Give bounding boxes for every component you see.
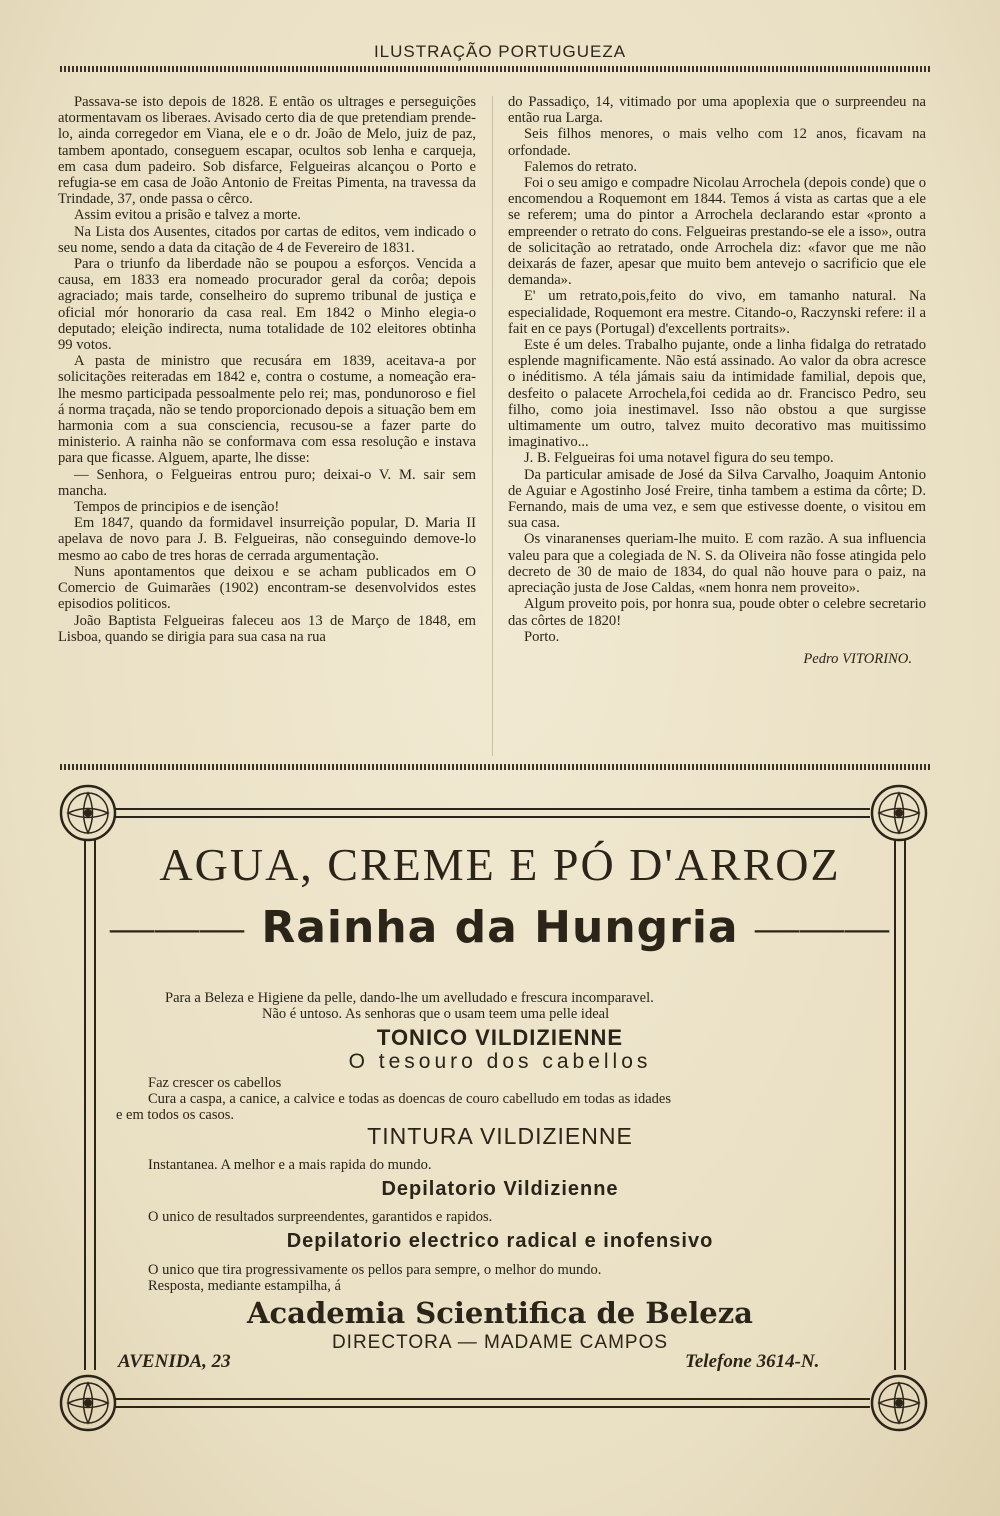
paragraph: Algum proveito pois, por honra sua, poude obter o celebre secretario das côrtes de 1820! — [508, 596, 926, 629]
paragraph: Em 1847, quando da formidavel insurreição popular, D. Maria II apelava de novo para J. B. Felgueiras, não conseguindo demove-lo mesmo ao cabo de tres horas de cerrada argumentação. — [58, 515, 476, 564]
article-column-left — [58, 94, 476, 645]
paragraph: A pasta de ministro que recusára em 1839, aceitava-a por solicitações reiteradas em 1842 e, contra o costume, a nomeação era-lhe mesmo participada pessoalmente pelo rei; mas, pondunoroso e fiel á norma traçada, não se tendo proporcionado depois a situação bem em harmonia com a sua consciencia, recusou-se a fazer parte do ministerio. A rainha não se conformava com essa resolução e instava para que ficasse. Alguem, aparte, lhe disse: — [58, 353, 476, 467]
header-rule — [60, 66, 930, 72]
ad-frame-top-border — [115, 808, 870, 818]
paragraph: Foi o seu amigo e compadre Nicolau Arrochela (depois conde) que o encomendou a Roquemont em 1844. Temos á vista as cartas que a ele se referem; uma do pintor a Arrochela declarando estar «pronto a empreender o retrato do cons. Felgueiras prestando-se ele a isso», outra de solicitação ao retratado, onde Arrochela diz: «favor que me não deixarás de fazer, apesar que muito bem antevejo o sacrificio que ele demanda». — [508, 175, 926, 289]
article-end-rule — [60, 764, 930, 770]
paragraph: Para o triunfo da liberdade não se poupou a esforços. Vencida a causa, em 1833 era nomeado procurador geral da corôa; depois agraciado; mais tarde, conselheiro do supremo tribunal de justiça e oficial mór honorario da casa real. Em 1842 o Minho elegia-o deputado; eleição indirecta, numa totalidade de 102 eleitores obtinha 99 votos. — [58, 256, 476, 354]
paragraph: — Senhora, o Felgueiras entrou puro; deixai-o V. M. sair sem mancha. — [58, 466, 476, 499]
ad-intro-line2: Não é untoso. As senhoras que o usam teem uma pelle ideal — [262, 1006, 610, 1022]
ad-product-tintura: TINTURA VILDIZIENNE — [367, 1123, 633, 1149]
ad-phone: Telefone 3614-N. — [685, 1351, 820, 1372]
paragraph: Da particular amisade de José da Silva Carvalho, Joaquim Antonio de Aguiar e Agostinho José Freire, tinha tambem a estima da côrte; D. Fernando, mais de uma vez, e sem que estivesse doente, o visitou em sua casa. — [508, 466, 926, 532]
ad-address: AVENIDA, 23 — [118, 1351, 231, 1372]
ad-depil-electrico-desc1: O unico que tira progressivamente os pellos para sempre, o melhor do mundo. — [148, 1262, 602, 1278]
author-signature: Pedro VITORINO. — [803, 650, 912, 667]
ad-depilatorio-desc: O unico de resultados surpreendentes, garantidos e rapidos. — [148, 1209, 493, 1225]
paragraph: Este é um deles. Trabalho pujante, onde a linha fidalga do retratado esplende magnificamente. Não está assinado. Ao valor da obra acresce o inéditismo. A téla jámais saiu da intimidade familial, depois que, desfeito o palacete Arrochela,foi cedida ao dr. Francisco Pedro, seu filho, como joia inestimavel. Isso não obstou a que surgisse ultimamente um outro, talvez muito decorativo mas muitissimo imaginativo... — [508, 337, 926, 451]
ad-product-depilatorio-electrico: Depilatorio electrico radical e inofensivo — [286, 1230, 714, 1252]
paragraph: Assim evitou a prisão e talvez a morte. — [74, 207, 301, 224]
ad-company-director: DIRECTORA — MADAME CAMPOS — [331, 1332, 669, 1353]
paragraph: Tempos de principios e de isenção! — [74, 499, 280, 516]
ad-tonico-desc2: Cura a caspa, a canice, a calvice e todas as doencas de couro cabelludo em todas as idades — [148, 1091, 671, 1107]
paragraph: Na Lista dos Ausentes, citados por cartas de editos, vem indicado o seu nome, sendo a data da citação de 4 de Fevereiro de 1831. — [58, 223, 476, 256]
ad-product-depilatorio: Depilatorio Vildizienne — [381, 1178, 619, 1200]
paragraph: Porto. — [524, 628, 560, 645]
paragraph: Seis filhos menores, o mais velho com 12 anos, ficavam na orfondade. — [508, 126, 926, 159]
ad-tonico-desc3: e em todos os casos. — [116, 1107, 234, 1123]
corner-ornament-icon — [57, 1372, 119, 1434]
article-column-right — [508, 94, 926, 667]
ad-brand-name: Rainha da Hungria — [261, 902, 739, 953]
ad-brand-dash-right: ——— — [754, 903, 890, 952]
paragraph: Passava-se isto depois de 1828. E então os ultrages e perseguições atormentavam os liberaes. Avisado certo dia de que pretendiam prende-lo, ainda corregedor em Viana, ele e o dr. João de Melo, juiz de paz, tambem apontado, conseguem escapar, ocultos sob lenha e carqueja, em casa dum padeiro. Sob disfarce, Felgueiras alcançou o Porto e refugia-se em casa de João Antonio de Freitas Pimenta, na travessa da Trindade, 37, onde passa o cêrco. — [58, 94, 476, 208]
ad-tintura-desc: Instantanea. A melhor e a mais rapida do mundo. — [148, 1157, 432, 1173]
ad-headline: AGUA, CREME E PÓ D'ARROZ — [159, 839, 841, 890]
corner-ornament-icon — [868, 782, 930, 844]
ad-tonico-desc1: Faz crescer os cabellos — [148, 1075, 282, 1091]
paragraph: João Baptista Felgueiras faleceu aos 13 de Março de 1848, em Lisboa, quando se dirigia para sua casa na rua — [58, 612, 476, 645]
paragraph: J. B. Felgueiras foi uma notavel figura do seu tempo. — [524, 450, 834, 467]
ad-company-name: Academia Scientifica de Beleza — [247, 1296, 753, 1330]
ad-brand-dash-left: ——— — [110, 903, 246, 952]
ad-frame-bottom-border — [115, 1398, 870, 1408]
ad-product-tonico-tagline: O tesouro dos cabellos — [348, 1050, 652, 1073]
ad-brand-line — [0, 902, 1000, 953]
ad-product-tonico: TONICO VILDIZIENNE — [376, 1025, 624, 1050]
page-header-title: ILUSTRAÇÃO PORTUGUEZA — [373, 42, 627, 61]
column-divider — [492, 96, 493, 756]
corner-ornament-icon — [868, 1372, 930, 1434]
paragraph: E' um retrato,pois,feito do vivo, em tamanho natural. Na especialidade, Roquemont era mestre. Citando-o, Raczynski refere: il a fait en ce pays (Portugal) d'excellents portraits». — [508, 288, 926, 337]
corner-ornament-icon — [57, 782, 119, 844]
paragraph: Falemos do retrato. — [524, 158, 638, 175]
paragraph: do Passadiço, 14, vitimado por uma apoplexia que o surpreendeu na então rua Larga. — [508, 94, 926, 127]
ad-intro-line1: Para a Beleza e Higiene da pelle, dando-lhe um avelludado e frescura incomparavel. — [165, 990, 654, 1006]
ad-depil-electrico-desc2: Resposta, mediante estampilha, á — [148, 1278, 341, 1294]
paragraph: Os vinaranenses queriam-lhe muito. E com razão. A sua influencia valeu para que a colegiada de N. S. da Oliveira não fosse atingida pelo decreto de 30 de maio de 1834, do qual não houve para o paiz, na apreciação justa de Jose Caldas, «nem honra nem proveito». — [508, 531, 926, 597]
paragraph: Nuns apontamentos que deixou e se acham publicados em O Comercio de Guimarães (1902) encontram-se desenvolvidos estes episodios politicos. — [58, 563, 476, 613]
